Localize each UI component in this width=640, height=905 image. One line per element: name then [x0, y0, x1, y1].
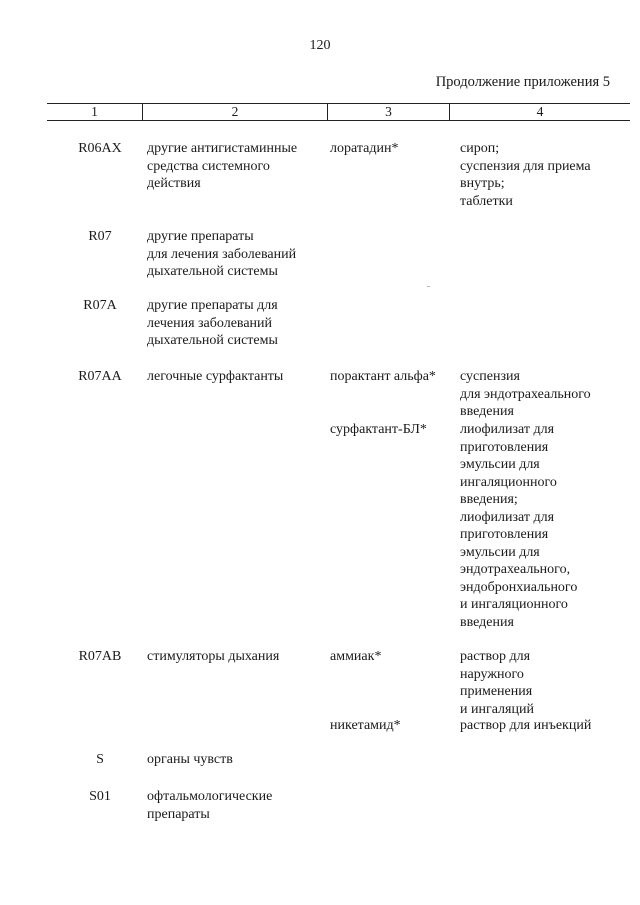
- drug-name: лоратадин*: [330, 141, 399, 156]
- drug-name: никетамид*: [330, 718, 401, 733]
- atc-code: S01: [89, 789, 111, 804]
- group-name: легочные сурфактанты: [147, 369, 284, 384]
- dosage-form: сироп; суспензия для приема внутрь; таблетки: [460, 141, 591, 209]
- table-body: [0, 140, 640, 840]
- column-number-1: 1: [91, 104, 98, 119]
- group-name: органы чувств: [147, 752, 233, 767]
- atc-code: R07AB: [78, 649, 122, 664]
- page-number: 120: [309, 38, 331, 53]
- dosage-form: лиофилизат для приготовления эмульсии для ингаляционного введения; лиофилизат для приготовления эмульсии для эндотрахеального, эндобронхиального и ингаляционного введения: [460, 422, 578, 630]
- column-number-3: 3: [385, 104, 392, 119]
- dosage-form: раствор для наружного применения и ингаляций: [460, 649, 534, 717]
- scan-speck: [427, 286, 430, 287]
- group-name: другие антигистаминные средства системного действия: [147, 141, 298, 191]
- group-name: другие препараты для лечения заболеваний дыхательной системы: [147, 229, 297, 279]
- atc-code: S: [96, 752, 104, 767]
- atc-code: R07: [88, 229, 112, 244]
- group-name: другие препараты для лечения заболеваний дыхательной системы: [147, 298, 278, 348]
- drug-name: сурфактант-БЛ*: [330, 422, 427, 437]
- group-name: офтальмологические препараты: [147, 789, 273, 822]
- drug-name: порактант альфа*: [330, 369, 436, 384]
- atc-code: R06AX: [78, 141, 122, 156]
- table-header-bottom-rule: [47, 120, 630, 121]
- column-number-2: 2: [231, 104, 239, 119]
- appendix-continuation-label: Продолжение приложения 5: [435, 74, 610, 90]
- column-number-4: 4: [536, 104, 544, 119]
- atc-code: R07A: [83, 298, 117, 313]
- dosage-form: раствор для инъекций: [460, 718, 592, 733]
- group-name: стимуляторы дыхания: [147, 649, 280, 664]
- atc-code: R07AA: [78, 369, 122, 384]
- dosage-form: суспензия для эндотрахеального введения: [460, 369, 591, 419]
- drug-name: аммиак*: [330, 649, 382, 664]
